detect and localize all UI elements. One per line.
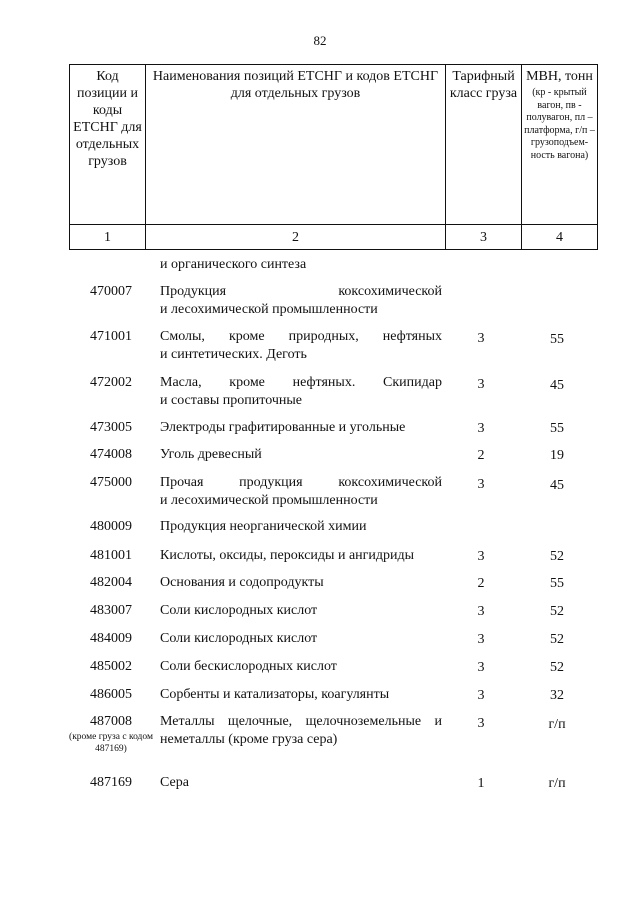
- row-name-line-2: Продукция неорганической химии: [160, 519, 367, 534]
- row-name-line-2: и лесохимической промышленности: [160, 493, 378, 508]
- header-mbvn-title: МВН, тонн: [526, 69, 593, 84]
- row-name-line-1: Масла, кроме нефтяных. Скипидар: [160, 375, 442, 390]
- row-code: [69, 283, 153, 301]
- row-name-line-1: Смолы, кроме природных, нефтяных: [160, 329, 442, 344]
- row-mbvn: 45: [550, 378, 564, 393]
- row-code: [69, 630, 153, 648]
- header-mbvn-note: (кр - крытый вагон, пв - полувагон, пл – платформа, г/п – грузоподъем-ность вагона): [524, 87, 595, 161]
- row-code-value: 487008: [90, 714, 132, 729]
- row-code: [69, 686, 153, 704]
- row-code-value: 475000: [90, 475, 132, 490]
- row-code-value: 485002: [90, 659, 132, 674]
- row-name-line-2: и синтетических. Деготь: [160, 347, 307, 362]
- column-number-1: 1: [70, 225, 146, 250]
- row-name: [160, 374, 442, 410]
- row-name: [160, 283, 442, 319]
- row-name: [160, 547, 442, 565]
- row-tariff-class: 3: [477, 477, 485, 492]
- row-name: [160, 713, 442, 749]
- row-code-value: 480009: [90, 519, 132, 534]
- column-number-2: 2: [146, 225, 446, 250]
- row-tariff-class: 3: [477, 377, 485, 392]
- column-number-3: 3: [446, 225, 522, 250]
- row-name-line-2: Соли кислородных кислот: [160, 603, 318, 618]
- row-name-line-1: Прочая продукция коксохимической: [160, 475, 442, 490]
- row-name: [160, 630, 442, 648]
- row-name: [160, 474, 442, 510]
- row-code-value: 474008: [90, 447, 132, 462]
- row-mbvn: г/п: [548, 776, 566, 791]
- row-mbvn: 52: [550, 549, 564, 564]
- row-code-value: 472002: [90, 375, 132, 390]
- row-tariff-class: 1: [477, 776, 485, 791]
- row-code: [69, 328, 153, 346]
- row-mbvn: 55: [550, 421, 564, 436]
- row-mbvn: г/п: [548, 717, 566, 732]
- row-name: [160, 658, 442, 676]
- row-name-line-2: и лесохимической промышленности: [160, 302, 378, 317]
- header-code-column: Код позиции и коды ЕТСНГ для отдельных грузов: [70, 65, 146, 225]
- row-code-value: 487169: [90, 775, 132, 790]
- row-tariff-class: 3: [477, 421, 485, 436]
- row-tariff-class: 3: [477, 549, 485, 564]
- row-code: [69, 419, 153, 437]
- row-name-line-2: Электроды графитированные и угольные: [160, 420, 406, 435]
- page-number: 82: [313, 33, 327, 48]
- row-name-line-2: Сера: [160, 775, 189, 790]
- row-name: [160, 256, 442, 274]
- row-code: [69, 658, 153, 676]
- row-tariff-class: 3: [477, 660, 485, 675]
- row-tariff-class: 3: [477, 331, 485, 346]
- row-mbvn: 52: [550, 632, 564, 647]
- row-code-value: 481001: [90, 548, 132, 563]
- row-code-value: 473005: [90, 420, 132, 435]
- row-name-line-1: Продукция коксохимической: [160, 284, 442, 299]
- row-tariff-class: 2: [477, 448, 485, 463]
- row-code: [69, 474, 153, 492]
- row-code: [69, 518, 153, 536]
- row-name: [160, 574, 442, 592]
- row-tariff-class: 3: [477, 604, 485, 619]
- row-code-value: 482004: [90, 575, 132, 590]
- row-name: [160, 419, 442, 437]
- row-code: [69, 602, 153, 620]
- row-mbvn: 19: [550, 448, 564, 463]
- header-tariff-column: Тарифный класс груза: [446, 65, 522, 225]
- row-code: [69, 774, 153, 792]
- row-name-line-2: и составы пропиточные: [160, 393, 302, 408]
- row-name: [160, 774, 442, 792]
- row-code: [69, 374, 153, 392]
- row-code: [69, 713, 153, 755]
- row-code-value: 470007: [90, 284, 132, 299]
- row-code: [69, 446, 153, 464]
- header-name-column: Наименования позиций ЕТСНГ и кодов ЕТСНГ для отдельных грузов: [146, 65, 446, 225]
- row-tariff-class: 3: [477, 716, 485, 731]
- row-code-value: 484009: [90, 631, 132, 646]
- row-code-value: 486005: [90, 687, 132, 702]
- row-tariff-class: 3: [477, 632, 485, 647]
- row-name-line-2: Соли кислородных кислот: [160, 631, 318, 646]
- row-name-line-1: Металлы щелочные, щелочноземельные и: [160, 714, 442, 729]
- row-code-value: 483007: [90, 603, 132, 618]
- row-name-line-2: Соли бескислородных кислот: [160, 659, 337, 674]
- row-name-line-2: и органического синтеза: [160, 257, 307, 272]
- row-name: [160, 602, 442, 620]
- row-name: [160, 686, 442, 704]
- row-name-line-2: Кислоты, оксиды, пероксиды и ангидриды: [160, 548, 415, 563]
- column-number-4: 4: [522, 225, 598, 250]
- row-tariff-class: 2: [477, 576, 485, 591]
- row-code-value: 471001: [90, 329, 132, 344]
- row-mbvn: 52: [550, 604, 564, 619]
- row-name: [160, 518, 442, 536]
- row-name: [160, 446, 442, 464]
- row-mbvn: 45: [550, 478, 564, 493]
- row-tariff-class: 3: [477, 688, 485, 703]
- row-name-line-2: Сорбенты и катализаторы, коагулянты: [160, 687, 390, 702]
- row-code: [69, 547, 153, 565]
- row-name-line-2: неметаллы (кроме груза сера): [160, 732, 338, 747]
- row-name: [160, 328, 442, 364]
- row-name-line-2: Основания и содопродукты: [160, 575, 324, 590]
- row-code: [69, 574, 153, 592]
- row-mbvn: 55: [550, 576, 564, 591]
- row-code-note: (кроме груза с кодом 487169): [69, 732, 153, 754]
- row-mbvn: 32: [550, 688, 564, 703]
- row-name-line-2: Уголь древесный: [160, 447, 262, 462]
- row-mbvn: 52: [550, 660, 564, 675]
- row-mbvn: 55: [550, 332, 564, 347]
